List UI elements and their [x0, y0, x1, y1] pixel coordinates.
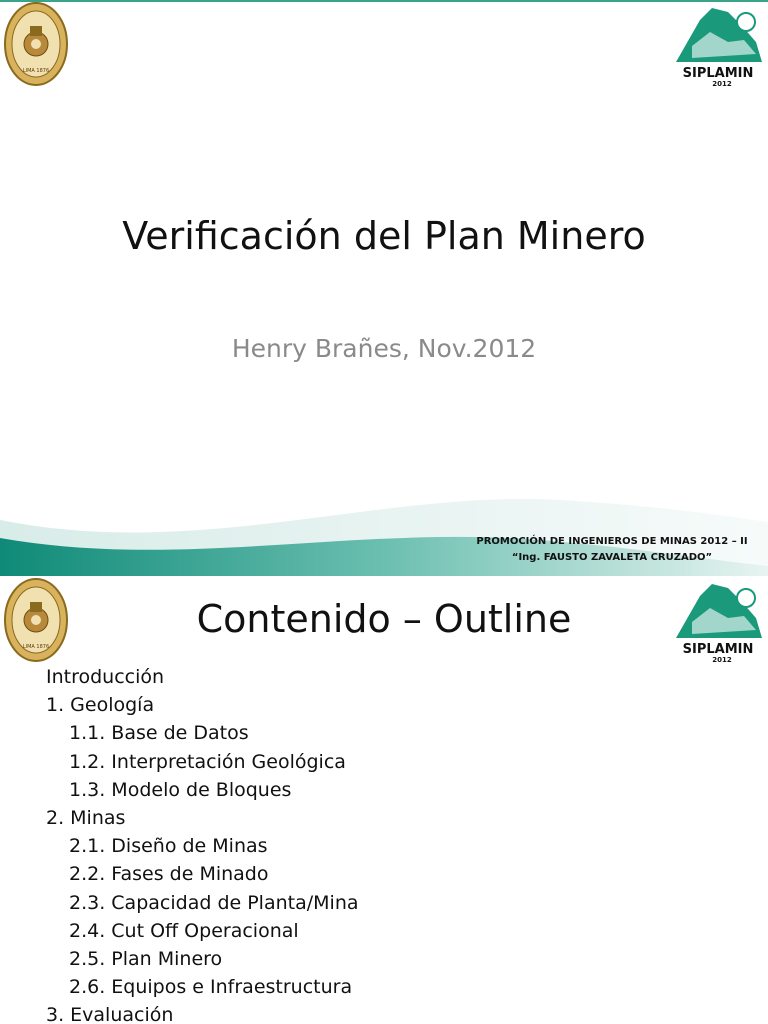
outline-item: 2. Minas: [46, 807, 126, 830]
slide-title: Contenido – Outline: [196, 597, 572, 641]
outline-subitem: 1.3. Modelo de Bloques: [69, 778, 292, 801]
top-accent-line: [0, 0, 768, 2]
siplamin-logo: [670, 2, 766, 88]
svg-text:SIPLAMIN: SIPLAMIN: [682, 66, 754, 81]
outline-item: 1. Geología: [46, 694, 155, 717]
outline-subitem: 2.6. Equipos e Infraestructura: [69, 976, 353, 999]
footer-line-1: PROMOCIÓN DE INGENIEROS DE MINAS 2012 – II: [476, 536, 748, 547]
outline-slide: [0, 576, 768, 1024]
outline-subitem: 2.2. Fases de Minado: [69, 863, 269, 886]
svg-text:LIMA 1876: LIMA 1876: [22, 644, 50, 650]
footer-line-2: “Ing. FAUSTO ZAVALETA CRUZADO”: [511, 552, 713, 563]
slide-subtitle: Henry Brañes, Nov.2012: [231, 334, 537, 363]
university-seal-logo: [4, 2, 68, 86]
svg-text:2012: 2012: [712, 80, 732, 88]
footer-credit: [462, 534, 762, 566]
outline-list: [46, 663, 359, 1024]
outline-subitem: 1.2. Interpretación Geológica: [69, 750, 346, 773]
outline-item: 3. Evaluación: [46, 1004, 174, 1024]
outline-subitem: 1.1. Base de Datos: [69, 722, 249, 745]
svg-text:SIPLAMIN: SIPLAMIN: [682, 642, 754, 657]
outline-subitem: 2.3. Capacidad de Planta/Mina: [69, 891, 359, 914]
outline-subitem: 2.4. Cut Off Operacional: [69, 919, 299, 942]
outline-subitem: 2.5. Plan Minero: [69, 948, 223, 971]
outline-subitem: 2.1. Diseño de Minas: [69, 835, 268, 858]
outline-item: Introducción: [46, 666, 165, 688]
svg-text:2012: 2012: [712, 656, 732, 664]
slide-title: Verificación del Plan Minero: [122, 214, 646, 258]
svg-text:LIMA 1876: LIMA 1876: [22, 68, 50, 74]
